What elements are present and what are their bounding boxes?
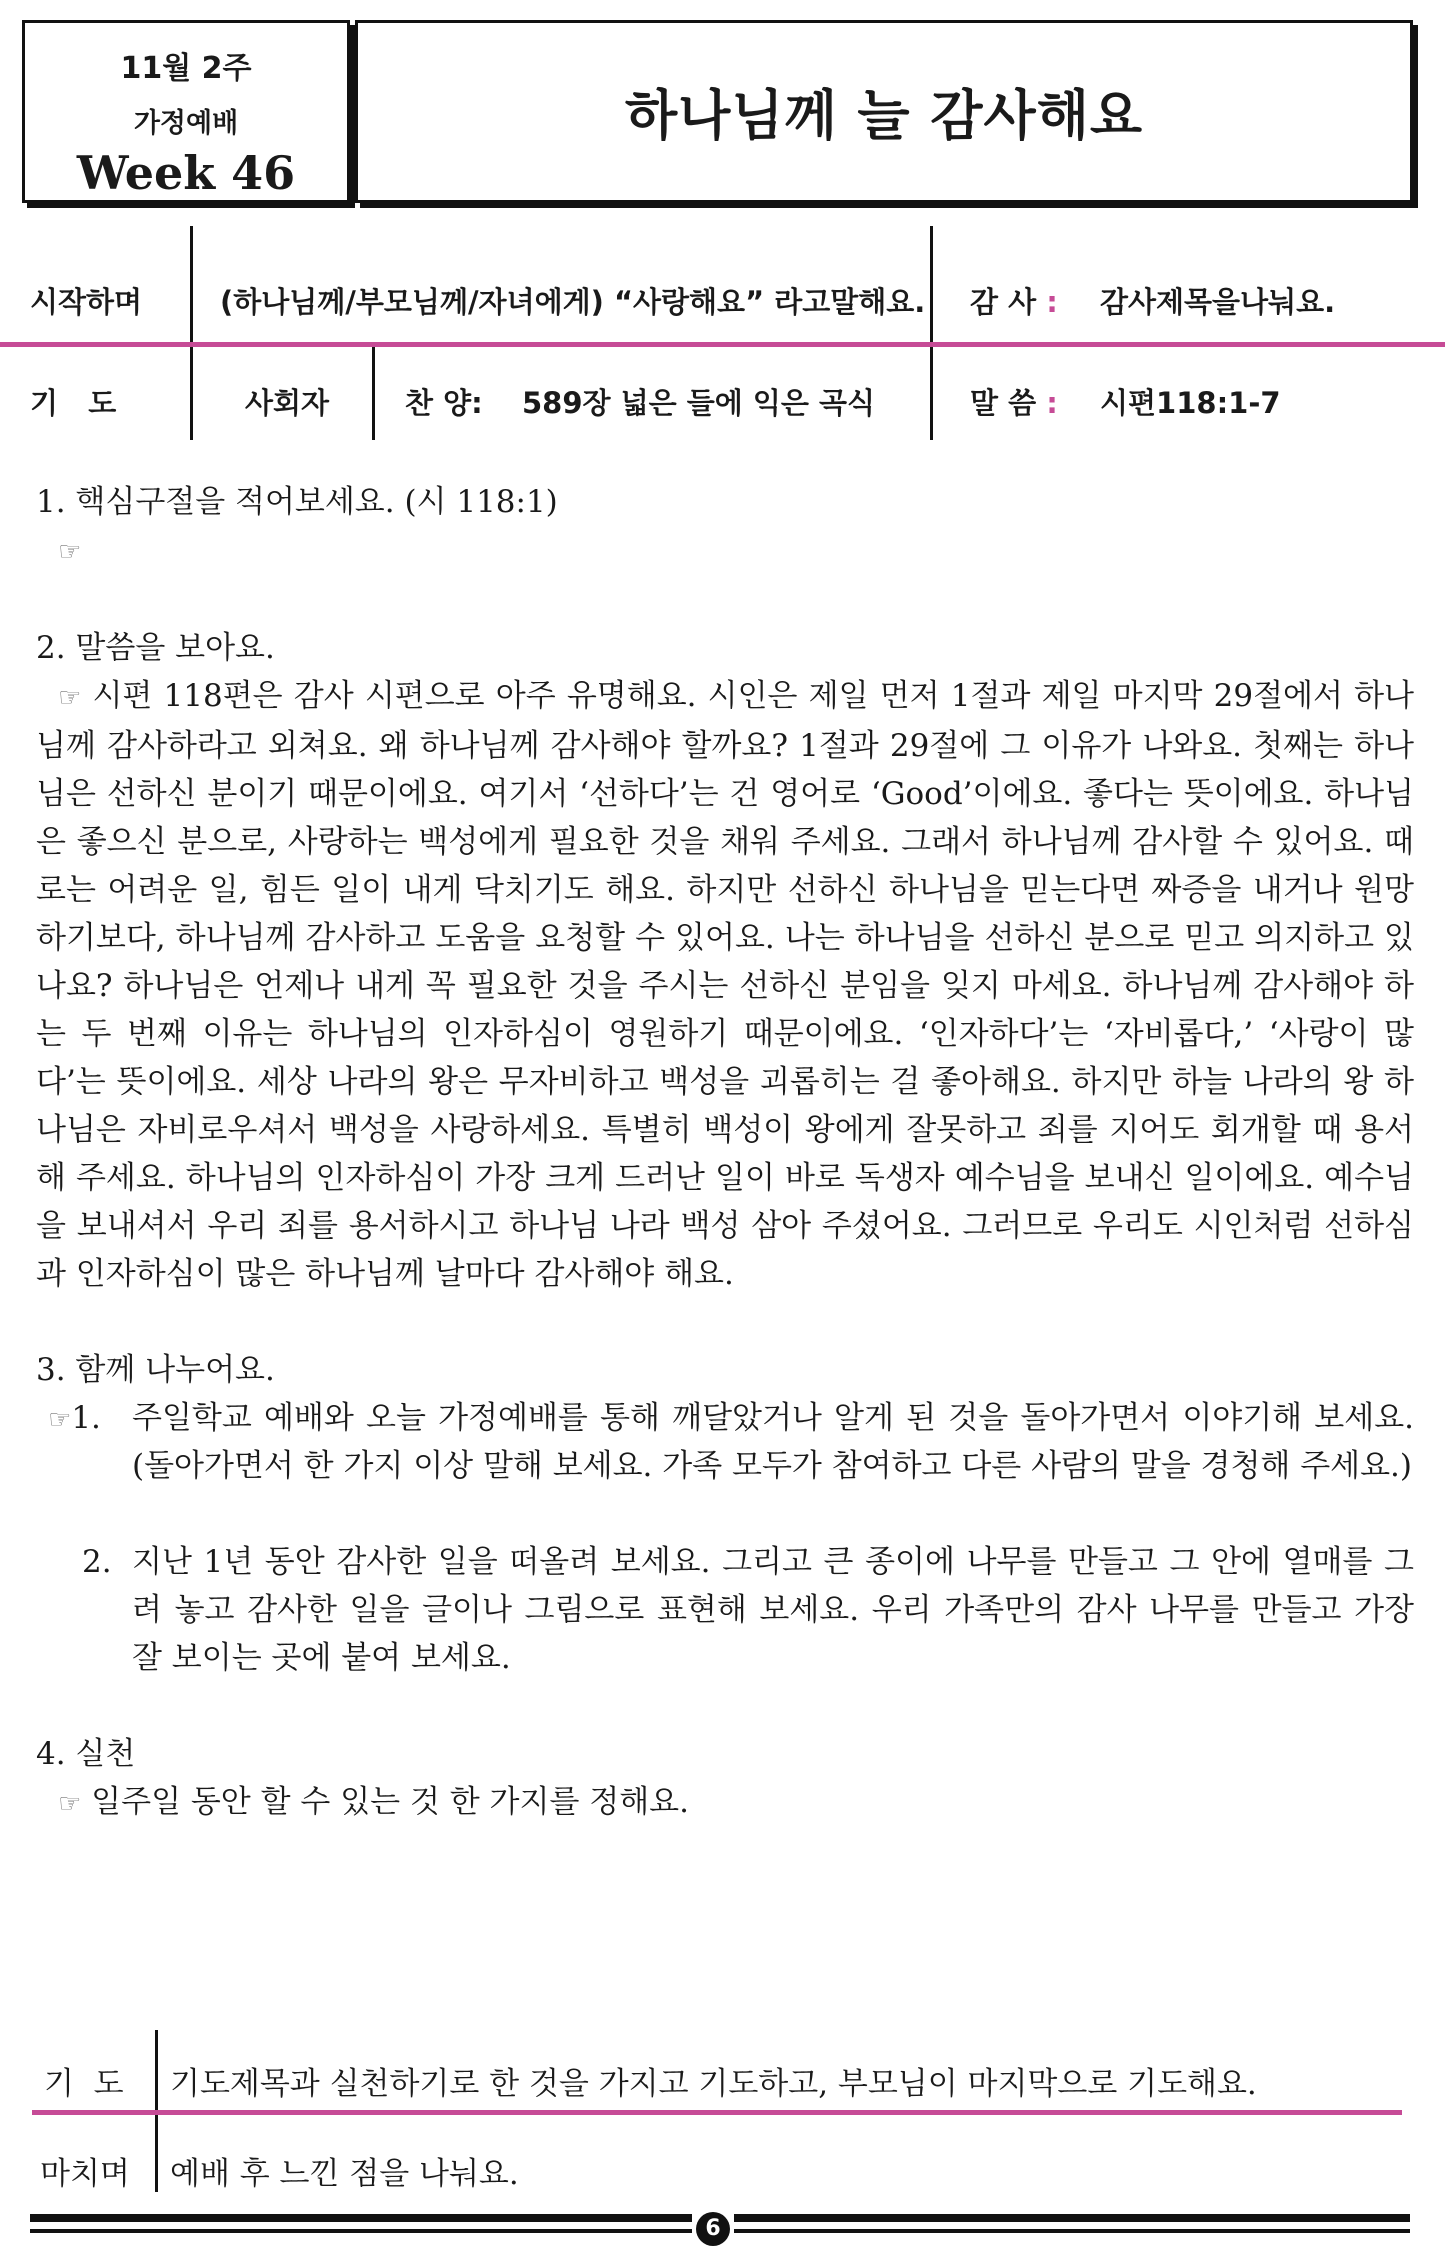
week-number: Week 46 — [76, 146, 296, 200]
week-category: 가정예배 — [133, 108, 239, 139]
closing-prayer-label: 기 도 — [44, 2066, 124, 2102]
divider — [930, 226, 933, 440]
section2-body: ☞ 시편 118편은 감사 시편으로 아주 유명해요. 시인은 제일 먼저 1절과 제일 마지막 29절에서 하나님께 감사하라고 외쳐요. 왜 하나님께 감사해야 할까요? 1절과 29절에 그 이유가 나와요. 첫째는 하나님은 선하신 분이기 때문이에요. 여기서 ‘선하다’는 건 영어로 ‘Good’이에요. 좋다는 뜻이에요. 하나님은 좋으신 분으로, 사랑하는 백성에게 필요한 것을 채워 주세요. 그래서 하나님께 감사할 수 있어요. 때로는 어려운 일, 힘든 일이 내게 닥치기도 해요. 하지만 선하신 하나님을 믿는다면 짜증을 내거나 원망하기보다, 하나님께 감사하고 도움을 요청할 수 있어요. 나는 하나님을 선하신 분으로 믿고 의지하고 있나요? 하나님은 언제나 내게 꼭 필요한 것을 주시는 선하신 분임을 잊지 마세요. 하나님께 감사해야 하는 두 번째 이유는 하나님의 인자하심이 영원하기 때문이에요. ‘인자하다’는 ‘자비롭다,’ ‘사랑이 많다’는 뜻이에요. 세상 나라의 왕은 무자비하고 백성을 괴롭히는 걸 좋아해요. 하지만 하늘 나라의 왕 하나님은 자비로우셔서 백성을 사랑하세요. 특별히 백성이 왕에게 잘못하고 죄를 지어도 회개할 때 용서해 주세요. 하나님의 인자하심이 가장 크게 드러난 일이 바로 독생자 예수님을 보내신 일이에요. 예수님을 보내셔서 우리 죄를 용서하시고 하나님 나라 백성 삼아 주셨어요. 그러므로 우리도 시인처럼 선하심과 인자하심이 많은 하나님께 날마다 감사해야 해요. — [36, 678, 1414, 1292]
opening-content: (하나님께/부모님께/자녀에게) “사랑해요” 라고말해요. — [220, 285, 926, 319]
list-item: 2. 지난 1년 동안 감사한 일을 떠올려 보세요. 그리고 큰 종이에 나무를 만들고 그 안에 열매를 그려 놓고 감사한 일을 글이나 그림으로 표현해 보세요. 우리 가족만의 감사 나무를 만들고 가장 잘 보이는 곳에 붙여 보세요. — [82, 1544, 1414, 1676]
closing-end-text: 예배 후 느낀 점을 나눠요. — [170, 2156, 519, 2192]
worship-body — [36, 478, 1414, 1828]
prayer-label: 기 도 — [30, 386, 117, 420]
leader-label: 사회자 — [245, 386, 330, 420]
week-box — [22, 20, 350, 203]
closing-end-label: 마치며 — [40, 2156, 130, 2192]
list-item: ☞1. 주일학교 예배와 오늘 가정예배를 통해 깨달았거나 알게 된 것을 돌아가면서 이야기해 보세요. (돌아가면서 한 가지 이상 말해 보세요. 가족 모두가 참여하고 다른 사람의 말을 경청해 주세요.) — [48, 1400, 1414, 1484]
opening-label: 시작하며 — [30, 285, 143, 319]
divider — [372, 344, 375, 440]
pointing-hand-icon: ☞ — [58, 683, 82, 713]
footer-rule — [734, 2214, 1410, 2222]
footer-rule — [30, 2214, 692, 2222]
title-box — [355, 20, 1413, 203]
pointing-hand-icon: ☞ — [58, 1789, 82, 1819]
pointing-hand-icon: ☞ — [58, 537, 82, 567]
thanks-label: 감 사 : — [970, 285, 1058, 319]
section4-body: ☞ 일주일 동안 할 수 있는 것 한 가지를 정해요. — [58, 1784, 689, 1820]
scripture-value: 시편118:1-7 — [1100, 386, 1281, 420]
row-divider — [32, 2110, 1402, 2115]
footer-rule — [30, 2229, 692, 2233]
info-table — [0, 226, 1445, 440]
footer-rule — [734, 2229, 1410, 2233]
scripture-label: 말 씀 : — [970, 386, 1058, 420]
closing-prayer-text: 기도제목과 실천하기로 한 것을 가지고 기도하고, 부모님이 마지막으로 기도해요. — [170, 2066, 1257, 2102]
page-number: 6 — [696, 2212, 730, 2246]
divider — [190, 226, 193, 440]
page-title: 하나님께 늘 감사해요 — [624, 84, 1144, 147]
section1-heading: 1. 핵심구절을 적어보세요. (시 118:1) — [36, 484, 558, 520]
pointing-hand-icon: ☞ — [48, 1405, 72, 1435]
week-date: 11월 2주 — [120, 51, 252, 86]
hymn-title: 589장 넓은 들에 익은 곡식 — [522, 386, 876, 420]
section3-heading: 3. 함께 나누어요. — [36, 1352, 275, 1388]
row-divider — [0, 342, 1445, 347]
hymn-label: 찬 양: — [405, 386, 483, 420]
thanks-value: 감사제목을나눠요. — [1100, 285, 1336, 319]
section1-answer — [36, 526, 1414, 576]
section2-heading: 2. 말씀을 보아요. — [36, 630, 275, 666]
section4-heading: 4. 실천 — [36, 1736, 136, 1772]
